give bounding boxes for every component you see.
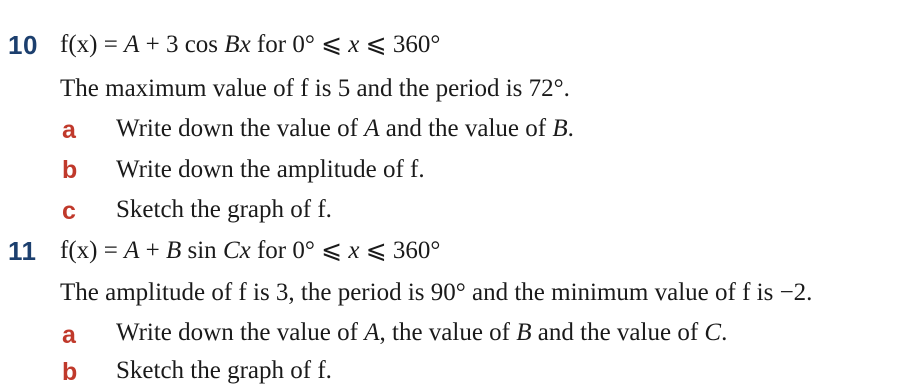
part-b-text: Sketch the graph of f. [116,357,332,384]
function-definition: f(x) = A + 3 cos Bx for 0° ⩽ x ⩽ 360° [60,31,441,58]
part-c-text: Sketch the graph of f. [116,196,332,223]
part-letter: a [62,116,76,144]
question-statement: The amplitude of f is 3, the period is 90° and the minimum value of f is −2. [60,279,813,306]
part-a-text: Write down the value of A, the value of B and the value of C. [116,319,728,346]
function-definition: f(x) = A + B sin Cx for 0° ⩽ x ⩽ 360° [60,237,441,264]
part-letter: a [62,321,76,349]
part-letter: b [62,358,78,386]
part-letter: c [62,197,76,225]
question-number: 11 [8,236,37,266]
part-b-text: Write down the amplitude of f. [116,156,425,183]
part-a-text: Write down the value of A and the value of B. [116,115,574,142]
part-letter: b [62,156,78,184]
question-number: 10 [8,30,38,60]
question-statement: The maximum value of f is 5 and the period is 72°. [60,75,570,102]
